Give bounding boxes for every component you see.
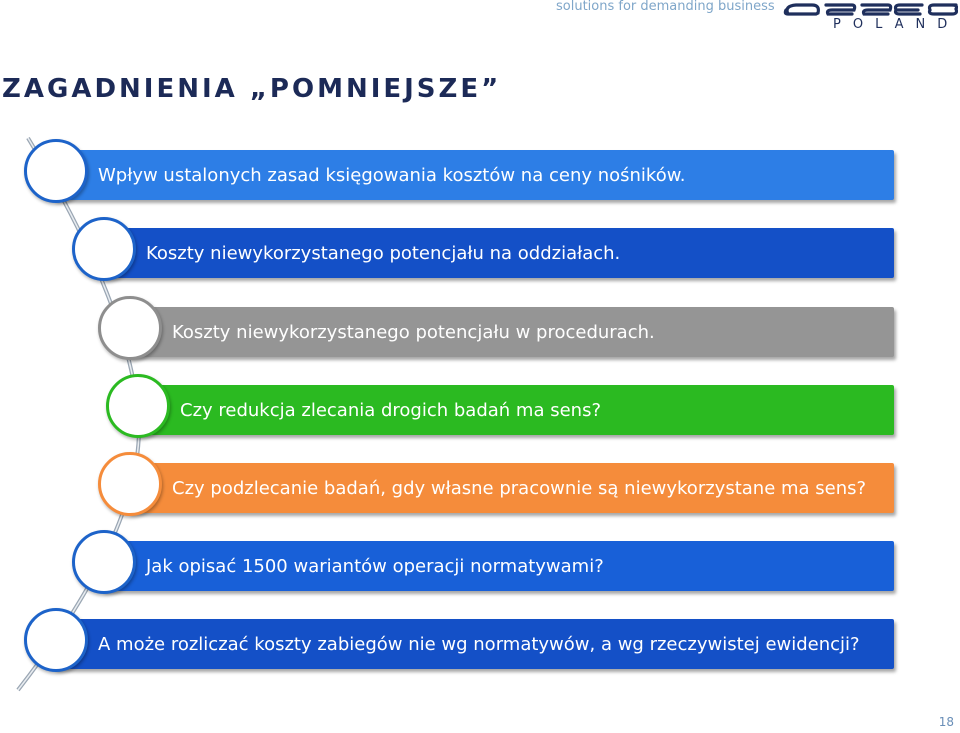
circle-marker <box>72 217 136 281</box>
item-text: Koszty niewykorzystanego potencjału na oddziałach. <box>146 242 621 264</box>
header-tagline: solutions for demanding business <box>556 0 775 14</box>
page-number: 18 <box>938 715 954 729</box>
item-bar <box>128 463 894 513</box>
circle-marker <box>106 374 170 438</box>
item-text: Wpływ ustalonych zasad księgowania kosztów na ceny nośników. <box>98 164 686 186</box>
list-item <box>98 307 894 362</box>
item-bar <box>102 228 894 278</box>
list-item <box>106 385 894 440</box>
item-text: Czy podzlecanie badań, gdy własne pracownie są niewykorzystane ma sens? <box>172 477 867 499</box>
list-item <box>72 541 894 596</box>
page-title: ZAGADNIENIA „POMNIEJSZE” <box>2 74 502 104</box>
item-text: Koszty niewykorzystanego potencjału w procedurach. <box>172 321 655 343</box>
list-item <box>24 619 894 674</box>
item-text: Czy redukcja zlecania drogich badań ma sens? <box>180 399 602 421</box>
item-bar <box>102 541 894 591</box>
circle-marker <box>98 296 162 360</box>
item-bar <box>54 619 894 669</box>
logo-subtitle: POLAND <box>833 17 960 32</box>
item-bar <box>54 150 894 200</box>
circle-marker <box>98 452 162 516</box>
item-text: Jak opisać 1500 wariantów operacji normatywami? <box>146 555 604 577</box>
item-bar <box>136 385 894 435</box>
item-bar <box>128 307 894 357</box>
circle-marker <box>24 139 88 203</box>
list-item <box>24 150 894 205</box>
list-item <box>72 228 894 283</box>
circle-marker <box>24 608 88 672</box>
item-text: A może rozliczać koszty zabiegów nie wg normatywów, a wg rzeczywistej ewidencji? <box>98 633 860 655</box>
list-item <box>98 463 894 518</box>
circle-marker <box>72 530 136 594</box>
